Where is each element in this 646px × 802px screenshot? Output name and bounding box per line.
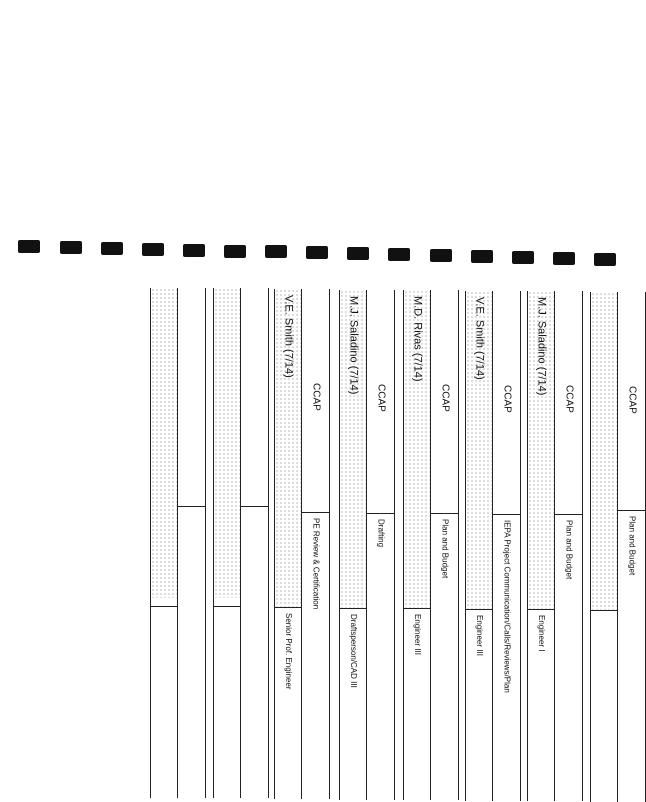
scan-noise (151, 288, 177, 598)
org-task-cell (367, 290, 394, 800)
org-task-cell (618, 292, 645, 802)
name-title-cell (591, 292, 618, 802)
scan-noise (591, 292, 617, 612)
org-task-cell (493, 291, 520, 801)
cell-divider (404, 608, 430, 609)
org-label: CCAP (310, 383, 322, 411)
cell-divider (431, 513, 458, 514)
task-label: Plan and Budget (440, 519, 450, 579)
task-label: Plan and Budget (627, 516, 637, 576)
staff-title: Engineer I (537, 615, 546, 652)
table-row (590, 292, 646, 802)
cell-divider (528, 609, 554, 610)
table-row (150, 288, 206, 798)
name-title-cell (528, 291, 555, 801)
staff-title: Senior Prof. Engineer (284, 613, 293, 690)
org-task-cell (302, 289, 329, 799)
staff-name: V.E. Smith (7/14) (282, 295, 295, 378)
table-row (527, 291, 583, 801)
org-task-cell (241, 288, 268, 798)
org-label: CCAP (375, 383, 387, 412)
org-label: CCAP (501, 384, 513, 413)
staff-title: Engineer III (475, 614, 484, 656)
cell-divider (591, 610, 617, 611)
task-label: PE Review & Certification (311, 518, 321, 610)
staff-name: V.E. Smith (7/14) (473, 296, 486, 380)
cell-divider (275, 607, 301, 608)
staff-name: M.J. Saladino (7/14) (347, 295, 360, 395)
scan-noise (214, 288, 240, 598)
cell-divider (214, 606, 240, 607)
name-title-cell (404, 290, 431, 800)
org-task-cell (555, 291, 582, 801)
cell-divider (151, 606, 177, 607)
task-label: IEPA Project Communication/Calls/Reviews/Plan (502, 519, 512, 693)
cell-divider (302, 512, 329, 513)
org-task-cell (178, 288, 205, 798)
name-title-cell (466, 291, 493, 801)
staff-title: Engineer III (413, 614, 422, 656)
staff-title: Draftsperson/CAD III (349, 613, 358, 688)
table-row (403, 290, 459, 800)
cell-divider (466, 609, 492, 610)
table-row (274, 289, 330, 799)
task-label: Plan and Budget (564, 520, 574, 580)
cell-divider (178, 506, 205, 507)
org-label: CCAP (439, 384, 451, 412)
cell-divider (493, 514, 520, 515)
name-title-cell (340, 290, 367, 800)
staff-name: M.D. Rivas (7/14) (411, 296, 424, 382)
name-title-cell (151, 288, 178, 798)
org-task-cell (431, 290, 458, 800)
name-title-cell (214, 288, 241, 798)
cell-divider (555, 514, 582, 515)
cell-divider (340, 608, 366, 609)
table-row (339, 290, 395, 800)
task-label: Drafting (376, 518, 386, 547)
table-row (465, 291, 521, 801)
org-label: CCAP (563, 385, 575, 414)
staff-name: M.J. Saladino (7/14) (535, 297, 548, 396)
cell-divider (367, 513, 394, 514)
cell-divider (241, 506, 268, 507)
name-title-cell (275, 289, 302, 799)
table-row (213, 288, 269, 798)
org-label: CCAP (626, 386, 638, 414)
cell-divider (618, 510, 645, 511)
